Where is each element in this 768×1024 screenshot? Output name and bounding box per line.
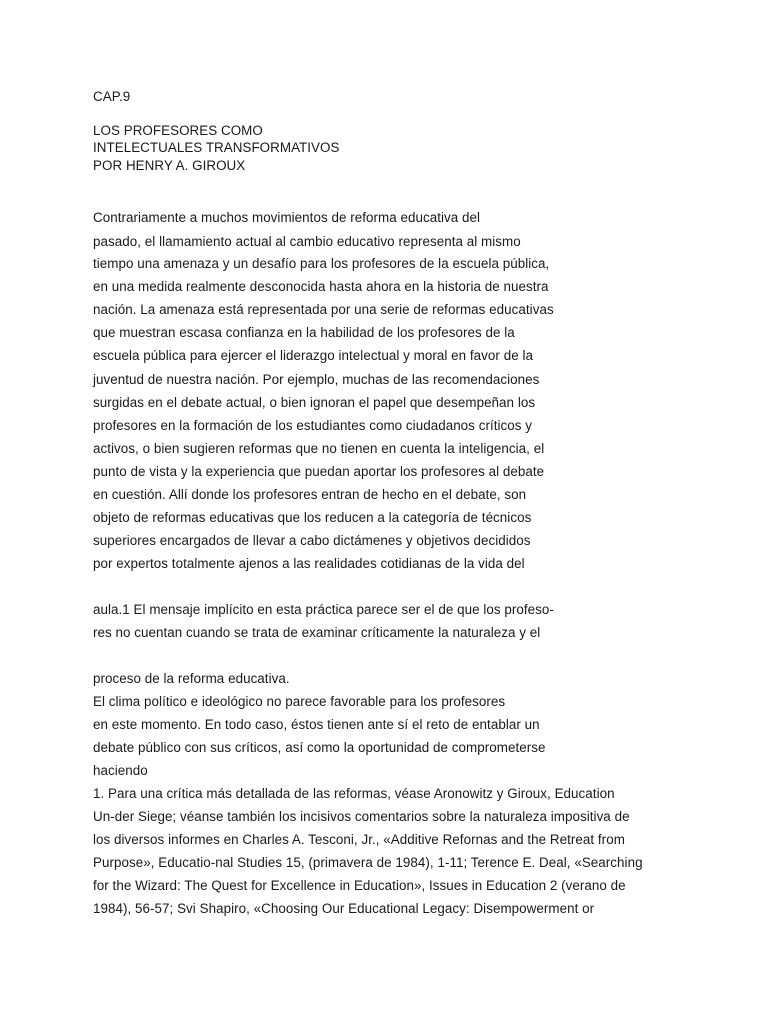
footnote-line: 1. Para una crítica más detallada de las reformas, véase Aronowitz y Giroux, Education: [93, 786, 615, 801]
body-line: tiempo una amenaza y un desafío para los profesores de la escuela pública,: [93, 256, 550, 271]
body-line: superiores encargados de llevar a cabo dictámenes y objetivos decididos: [93, 533, 531, 548]
body-line: haciendo: [93, 763, 148, 778]
body-line: res no cuentan cuando se trata de examinar críticamente la naturaleza y el: [93, 625, 541, 640]
body-line: nación. La amenaza está representada por una serie de reformas educativas: [93, 302, 554, 317]
body-line: escuela pública para ejercer el liderazgo intelectual y moral en favor de la: [93, 348, 533, 363]
body-line: en una medida realmente desconocida hasta ahora en la historia de nuestra: [93, 279, 549, 294]
footnote-line: Un-der Siege; véanse también los incisivos comentarios sobre la naturaleza impositiva de: [93, 809, 630, 824]
title-line: LOS PROFESORES COMO: [93, 123, 263, 138]
title-line: POR HENRY A. GIROUX: [93, 158, 246, 173]
body-line: en cuestión. Allí donde los profesores entran de hecho en el debate, son: [93, 487, 527, 502]
body-line: Contrariamente a muchos movimientos de reforma educativa del: [93, 210, 481, 225]
footnote-line: 1984), 56-57; Svi Shapiro, «Choosing Our Educational Legacy: Disempowerment or: [93, 901, 595, 916]
body-line: activos, o bien sugieren reformas que no tienen en cuenta la inteligencia, el: [93, 441, 545, 456]
body-line: profesores en la formación de los estudiantes como ciudadanos críticos y: [93, 418, 533, 433]
body-line: punto de vista y la experiencia que puedan aportar los profesores al debate: [93, 464, 545, 479]
title-line: INTELECTUALES TRANSFORMATIVOS: [93, 140, 340, 155]
body-line: pasado, el llamamiento actual al cambio educativo representa al mismo: [93, 234, 521, 249]
body-line: juventud de nuestra nación. Por ejemplo, muchas de las recomendaciones: [93, 372, 540, 387]
footnote-line: los diversos informes en Charles A. Tesconi, Jr., «Additive Refornas and the Retreat from: [93, 832, 625, 847]
body-line: El clima político e ideológico no parece favorable para los profesores: [93, 694, 506, 709]
body-line: en este momento. En todo caso, éstos tienen ante sí el reto de entablar un: [93, 717, 540, 732]
body-line: surgidas en el debate actual, o bien ignoran el papel que desempeñan los: [93, 395, 536, 410]
footnote-line: for the Wizard: The Quest for Excellence in Education», Issues in Education 2 (verano de: [93, 878, 626, 893]
body-line: debate público con sus críticos, así como la oportunidad de comprometerse: [93, 740, 546, 755]
footnote-line: Purpose», Educatio-nal Studies 15, (primavera de 1984), 1-11; Terence E. Deal, «Searching: [93, 855, 643, 870]
body-line: que muestran escasa confianza en la habilidad de los profesores de la: [93, 325, 515, 340]
body-line: objeto de reformas educativas que los reducen a la categoría de técnicos: [93, 510, 532, 525]
chapter-label: CAP.9: [93, 89, 131, 104]
body-line: aula.1 El mensaje implícito en esta práctica parece ser el de que los profeso-: [93, 602, 554, 617]
body-line: proceso de la reforma educativa.: [93, 671, 290, 686]
body-line: por expertos totalmente ajenos a las realidades cotidianas de la vida del: [93, 556, 525, 571]
